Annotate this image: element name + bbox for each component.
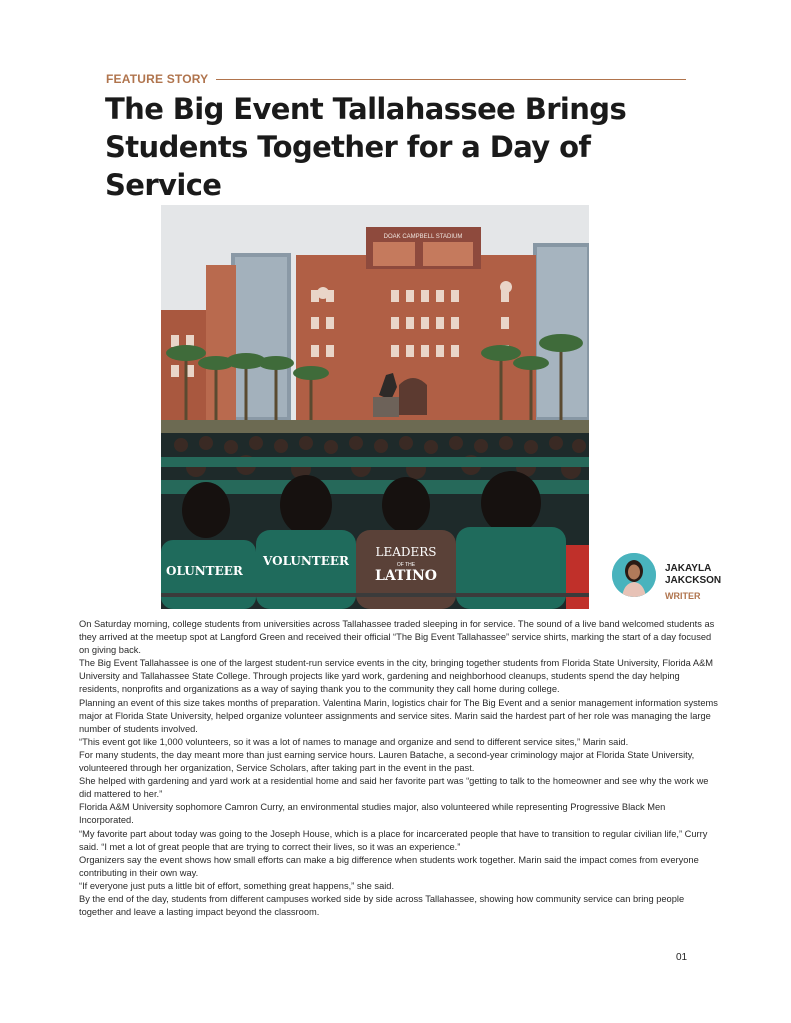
article-paragraph: “My favorite part about today was going to the Joseph House, which is a place for incarcerated people that have to transition to regular civilian life,” Curry said. “I met a lot of great people that are trying to correct their lives, so it was an experience.” [79,828,708,852]
author-role: WRITER [665,591,701,601]
section-rule [216,79,686,80]
article-paragraph: Organizers say the event shows how small efforts can make a big difference when students work together. Marin said the impact comes from everyone contributing in their own way. [79,854,699,878]
shirt-text-of-the: OF THE [396,562,416,568]
author-block [612,553,732,603]
article-paragraph: On Saturday morning, college students from universities across Tallahassee traded sleeping in for service. The sound of a live band welcomed students as they arrived at the meetup spot at Langford Green and received their official “The Big Event Tallahassee” service shirts, marking the start of a day focused on giving back. [79,619,715,656]
article-body [79,618,719,919]
feature-photo [161,205,589,609]
article-paragraph: By the end of the day, students from different campuses worked side by side across Tallahassee, showing how community service can bring people together and leave a lasting impact beyond the classroom. [79,893,685,918]
shirt-text-volunteer: VOLUNTEER [263,554,349,568]
shirt-text-volunteer-left: OLUNTEER [166,564,243,578]
article-paragraph: She helped with gardening and yard work at a residential home and said her favorite part was “getting to talk to the homeowner and see why the work we did mattered to her.” [79,776,709,800]
shirt-text-latino: LATINO [375,568,437,584]
article-paragraph: “If everyone just puts a little bit of effort, something great happens,” she said. [79,880,395,891]
article-paragraph: The Big Event Tallahassee is one of the largest student-run service events in the city, bringing together students from Florida State University, Florida A&M University and Tallahassee State College. Through projects like yard work, gardening and neighborhood cleanups, students spend the day helping residents, nonprofits and organizations as a way of saying thank you to the community they call home during college. [79,658,714,695]
stadium-sign-text: DOAK CAMPBELL STADIUM [383,234,463,240]
article-paragraph: “This event got like 1,000 volunteers, so it was a lot of names to manage and organize and send to different service sites,” Marin said. [79,736,629,747]
section-header [106,71,686,87]
article-paragraph: Planning an event of this size takes months of preparation. Valentina Marin, logistics chair for The Big Event and a senior management information systems major at Florida State University, helped organize volunteer assignments and service sites. Marin said the hardest part of her role was managing the large number of students involved. [79,697,718,734]
author-avatar [612,553,656,597]
shirt-text-leaders: LEADERS [375,545,437,559]
article-paragraph: Florida A&M University sophomore Camron Curry, an environmental studies major, also volunteered while representing Progressive Black Men Incorporated. [79,802,666,826]
article-paragraph: For many students, the day meant more than just earning service hours. Lauren Batache, a second-year criminology major at Florida State University, volunteered through her organization, Service Scholars, after taking part in the event in the past. [79,749,695,774]
page-number: 01 [676,952,688,963]
author-name: JAKAYLA JAKCKSON [665,563,722,586]
article-headline: The Big Event Tallahassee Brings Students Together for a Day of Service [105,92,627,202]
section-label: FEATURE STORY [106,72,209,86]
